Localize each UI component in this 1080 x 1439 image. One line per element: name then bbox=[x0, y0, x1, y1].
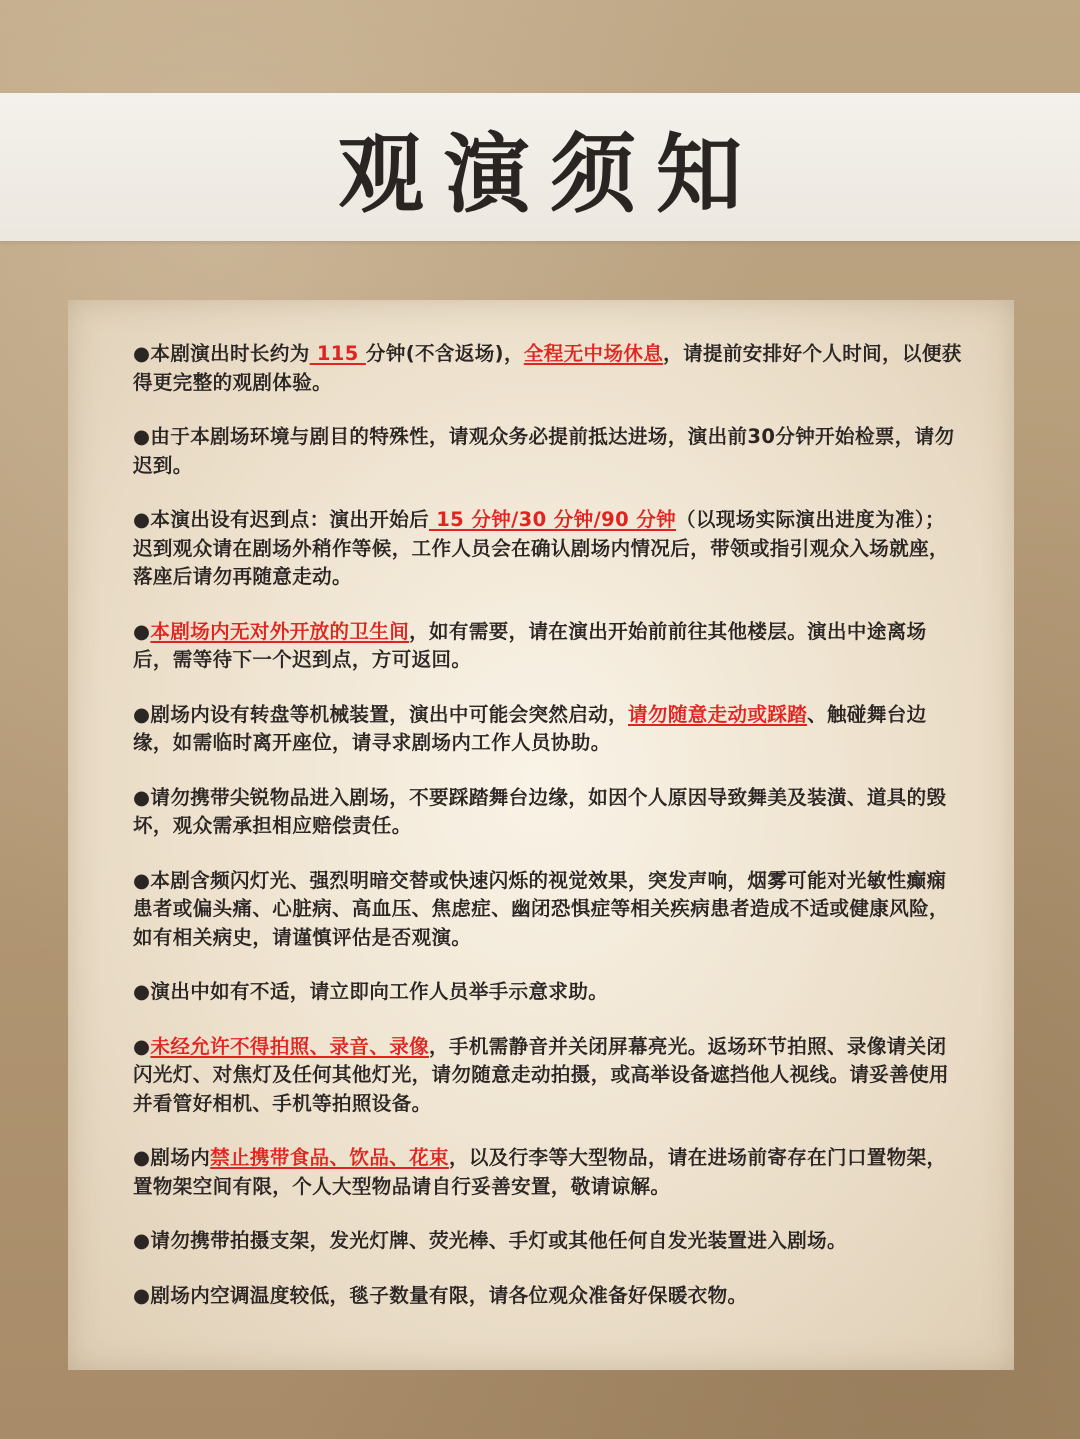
rule-discomfort: ●演出中如有不适，请立即向工作人员举手示意求助。 bbox=[133, 980, 609, 1003]
highlight-no-intermission: 全程无中场休息 bbox=[523, 342, 664, 365]
rule-machinery: ●剧场内设有转盘等机械装置，演出中可能会突然启动，请勿随意走动或踩踏、触碰舞台边缘，如需临时离开座位，请寻求剧场内工作人员协助。 bbox=[133, 702, 927, 754]
highlight-no-restroom: 本剧场内无对外开放的卫生间 bbox=[150, 619, 410, 643]
rule-health-warning: ●本剧含频闪灯光、强烈明暗交替或快速闪烁的视觉效果，突发声响，烟雾可能对光敏性癫痫患者或偏头痛、心脏病、高血压、焦虑症、幽闭恐惧症等相关疾病患者造成不适或健康风险，如有相关病史，请谨慎评估是否观演。 bbox=[133, 868, 949, 949]
highlight-no-recording: 未经允许不得拍照、录音、录像 bbox=[150, 1034, 430, 1058]
rule-arrival: ●由于本剧场环境与剧目的特殊性，请观众务必提前抵达进场，演出前30分钟开始检票，请勿迟到。 bbox=[133, 425, 955, 477]
title-banner bbox=[0, 93, 1080, 241]
highlight-no-food: 禁止携带食品、饮品、花束 bbox=[210, 1146, 449, 1169]
page-title: 观演须知 bbox=[338, 124, 762, 225]
rule-sharp-objects: ●请勿携带尖锐物品进入剧场，不要踩踏舞台边缘，如因个人原因导致舞美及装潢、道具的毁坏，观众需承担相应赔偿责任。 bbox=[133, 785, 947, 837]
rule-photography: ●未经允许不得拍照、录音、录像，手机需静音并关闭屏幕亮光。返场环节拍照、录像请关闭闪光灯、对焦灯及任何其他灯光，请勿随意走动拍摄，或高举设备遮挡他人视线。请妥善使用并看管好相机、手机等拍照设备。 bbox=[133, 1034, 949, 1115]
rule-duration: ●本剧演出时长约为 115 分钟(不含返场)，全程无中场休息，请提前安排好个人时间，以便获得更完整的观剧体验。 bbox=[133, 342, 962, 394]
highlight-duration: 115 bbox=[309, 342, 366, 365]
rule-late-entry: ●本演出设有迟到点：演出开始后 15 分钟/30 分钟/90 分钟（以现场实际演出进度为准）；迟到观众请在剧场外稍作等候，工作人员会在确认剧场内情况后，带领或指引观众入场就座，落座后请勿再随意走动。 bbox=[133, 508, 949, 588]
highlight-no-walking: 请勿随意走动或踩踏 bbox=[628, 702, 808, 726]
rules-list bbox=[133, 340, 963, 1336]
highlight-late-points: 15 分钟/30 分钟/90 分钟 bbox=[429, 508, 677, 531]
rule-food: ●剧场内禁止携带食品、饮品、花束，以及行李等大型物品，请在进场前寄存在门口置物架，置物架空间有限，个人大型物品请自行妥善安置，敬请谅解。 bbox=[133, 1146, 947, 1198]
rule-air-conditioning: ●剧场内空调温度较低，毯子数量有限，请各位观众准备好保暖衣物。 bbox=[133, 1283, 748, 1307]
rule-light-devices: ●请勿携带拍摄支架，发光灯牌、荧光棒、手灯或其他任何自发光装置进入剧场。 bbox=[133, 1229, 847, 1252]
rule-restroom: ●本剧场内无对外开放的卫生间，如有需要，请在演出开始前前往其他楼层。演出中途离场后，需等待下一个迟到点，方可返回。 bbox=[133, 619, 927, 671]
